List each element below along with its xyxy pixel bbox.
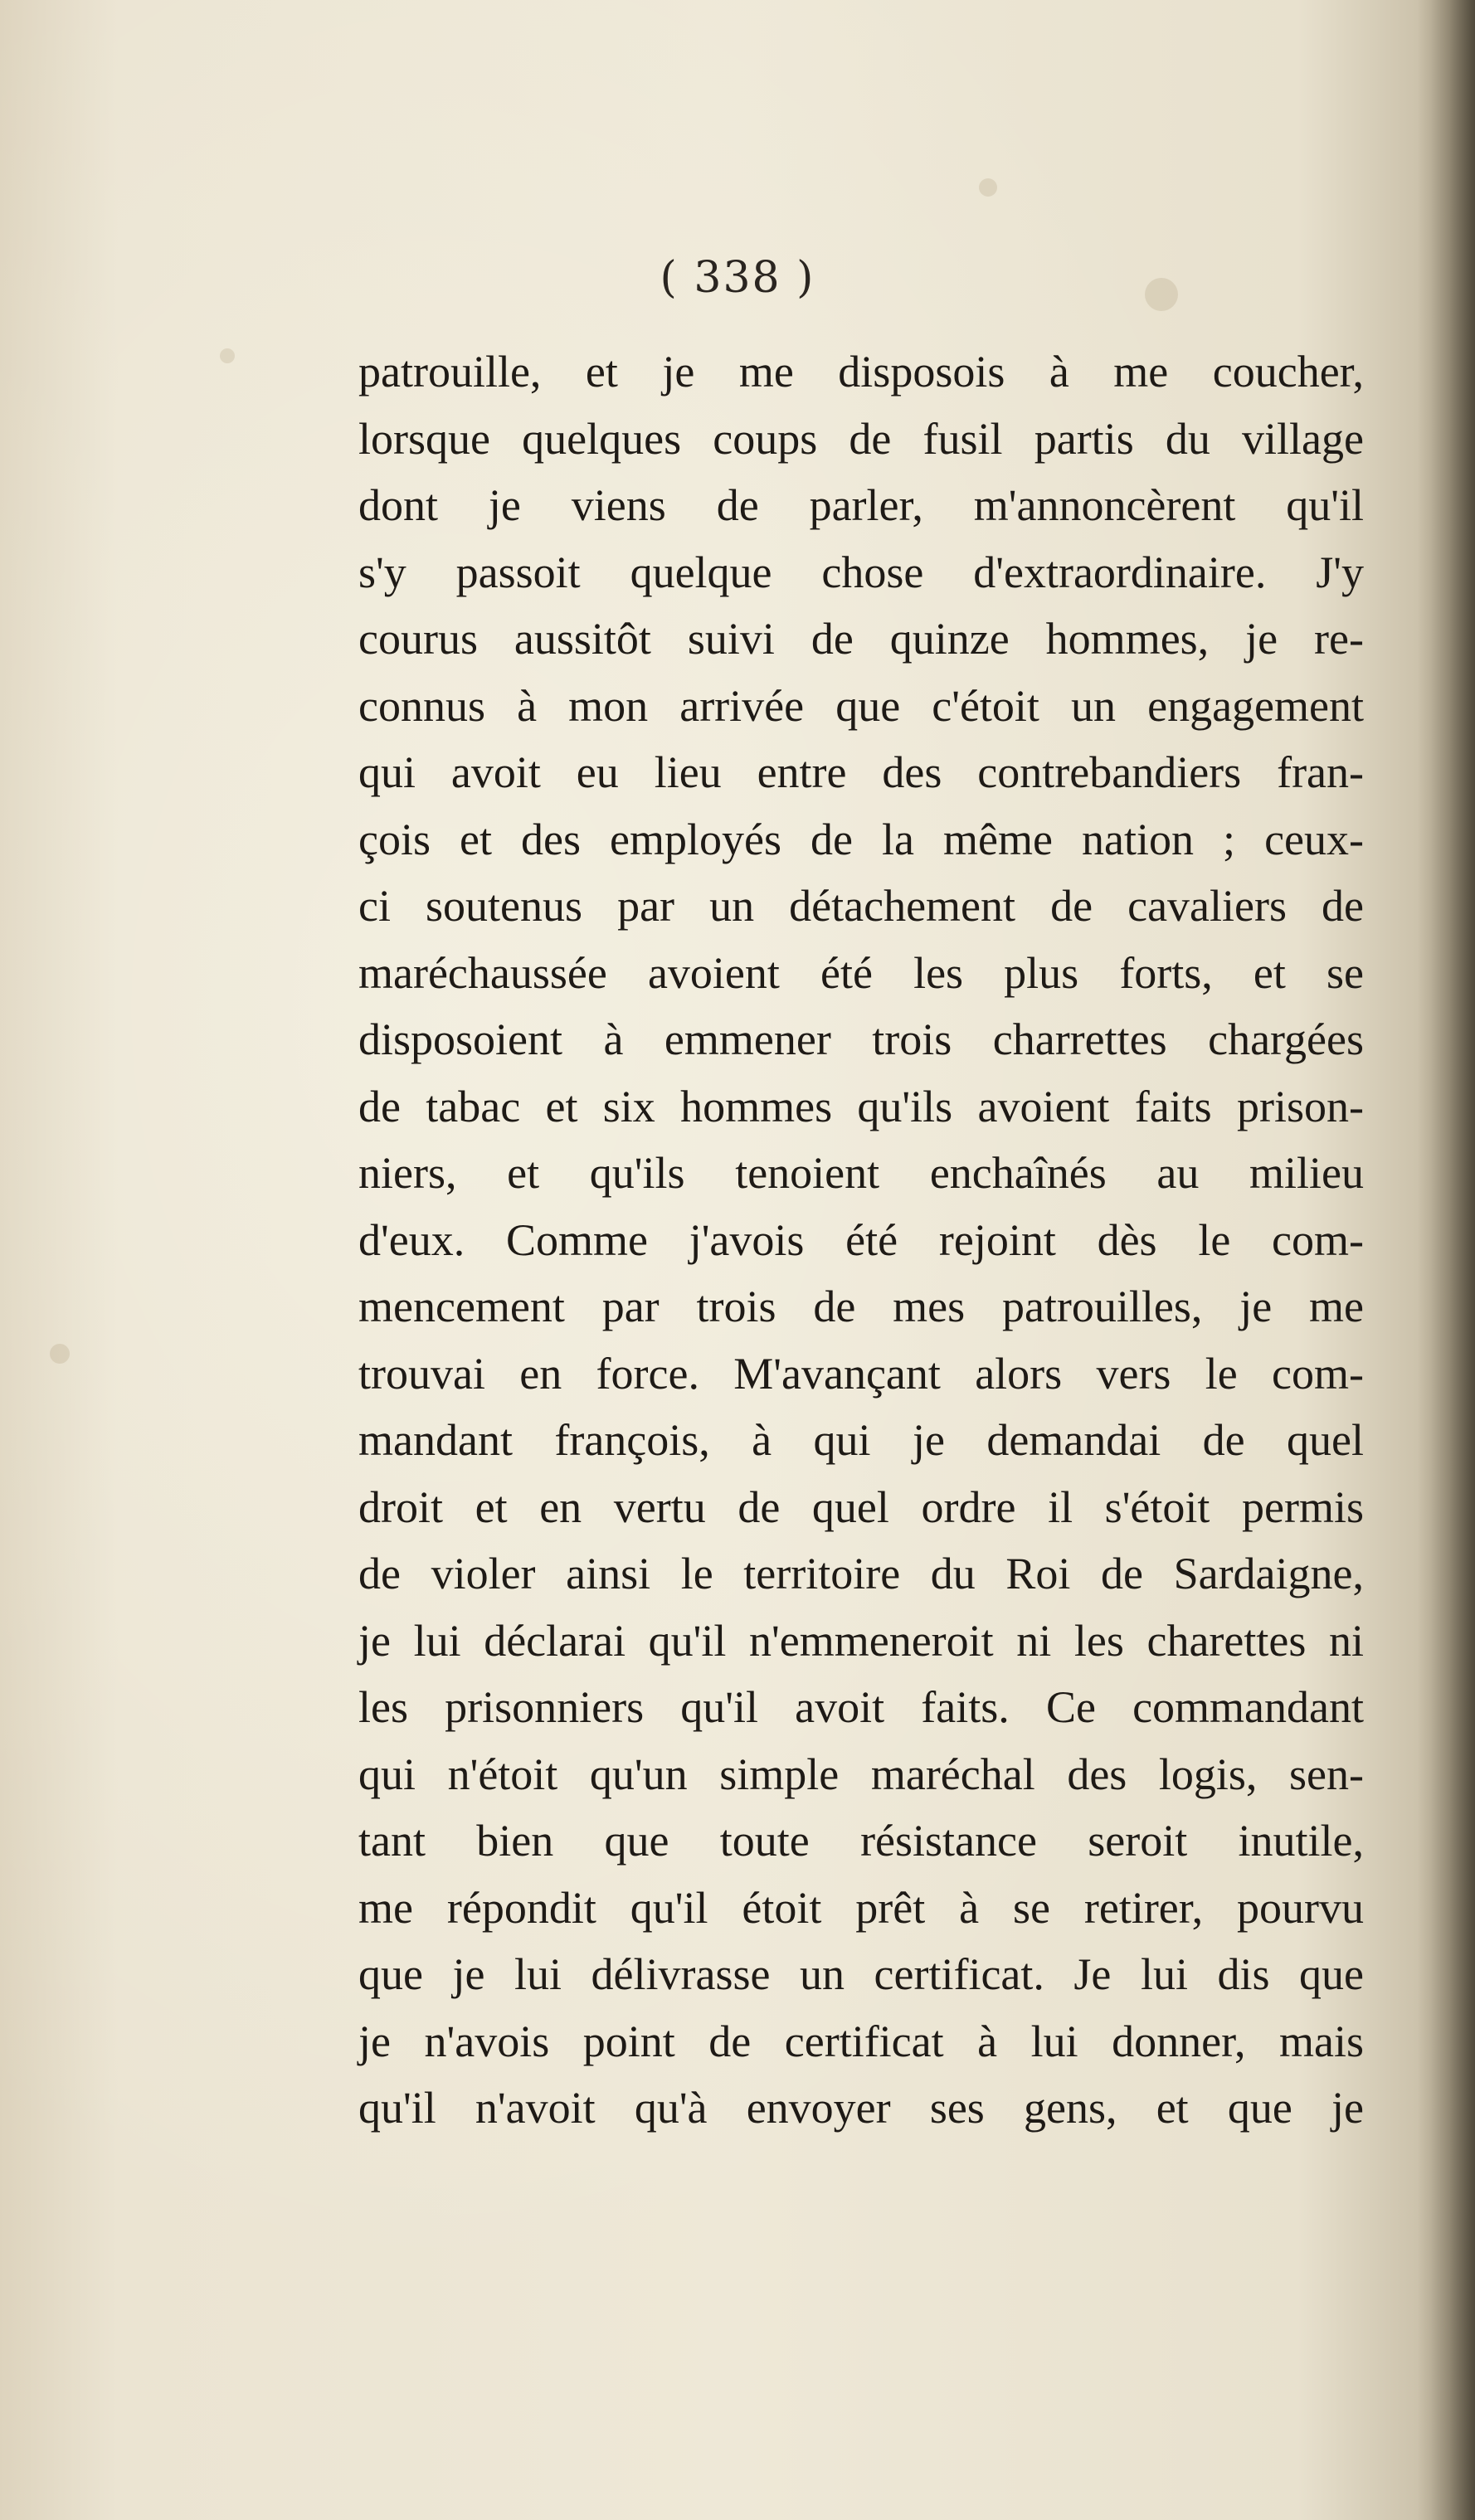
text-line: de tabac et six hommes qu'ils avoient faits prison- xyxy=(358,1081,1364,1131)
body-text xyxy=(358,338,1364,2142)
text-line: me répondit qu'il étoit prêt à se retirer, pourvu xyxy=(358,1882,1364,1933)
text-line: niers, et qu'ils tenoient enchaînés au milieu xyxy=(358,1148,1364,1198)
text-line: je n'avois point de certificat à lui donner, mais xyxy=(358,2016,1364,2066)
text-line: qu'il n'avoit qu'à envoyer ses gens, et que je xyxy=(358,2083,1364,2133)
paper-stain xyxy=(979,178,997,197)
text-line: çois et des employés de la même nation ; ceux- xyxy=(358,814,1364,864)
text-line: tant bien que toute résistance seroit inutile, xyxy=(358,1816,1364,1866)
text-line: maréchaussée avoient été les plus forts, et se xyxy=(358,947,1364,998)
text-line: dont je viens de parler, m'annoncèrent qu'il xyxy=(358,480,1364,530)
text-line: lorsque quelques coups de fusil partis du village xyxy=(358,413,1364,464)
paper-stain xyxy=(50,1344,70,1364)
text-line: courus aussitôt suivi de quinze hommes, je re- xyxy=(358,614,1364,664)
text-line: qui n'étoit qu'un simple maréchal des logis, sen- xyxy=(358,1749,1364,1799)
page-number: ( 338 ) xyxy=(660,253,815,303)
text-line: que je lui délivrasse un certificat. Je lui dis que xyxy=(358,1949,1364,1999)
text-line: s'y passoit quelque chose d'extraordinaire. J'y xyxy=(358,547,1364,597)
paper-stain xyxy=(220,348,235,363)
text-line: mencement par trois de mes patrouilles, je me xyxy=(358,1282,1364,1331)
text-line: droit et en vertu de quel ordre il s'étoit permis xyxy=(358,1481,1364,1532)
text-line: d'eux. Comme j'avois été rejoint dès le com- xyxy=(358,1214,1364,1265)
text-line: qui avoit eu lieu entre des contrebandiers fran- xyxy=(358,747,1364,797)
text-line: disposoient à emmener trois charrettes chargées xyxy=(358,1014,1364,1064)
binding-shadow xyxy=(1417,0,1475,2520)
text-line: connus à mon arrivée que c'étoit un engagement xyxy=(358,680,1364,731)
text-line: patrouille, et je me disposois à me coucher, xyxy=(358,347,1364,396)
text-line: je lui déclarai qu'il n'emmeneroit ni les charettes ni xyxy=(358,1615,1364,1666)
text-line: ci soutenus par un détachement de cavaliers de xyxy=(358,881,1364,931)
text-line: trouvai en force. M'avançant alors vers le com- xyxy=(358,1348,1364,1399)
text-line: de violer ainsi le territoire du Roi de Sardaigne, xyxy=(358,1549,1364,1598)
text-line: mandant françois, à qui je demandai de quel xyxy=(358,1415,1364,1465)
text-line: les prisonniers qu'il avoit faits. Ce commandant xyxy=(358,1682,1364,1732)
